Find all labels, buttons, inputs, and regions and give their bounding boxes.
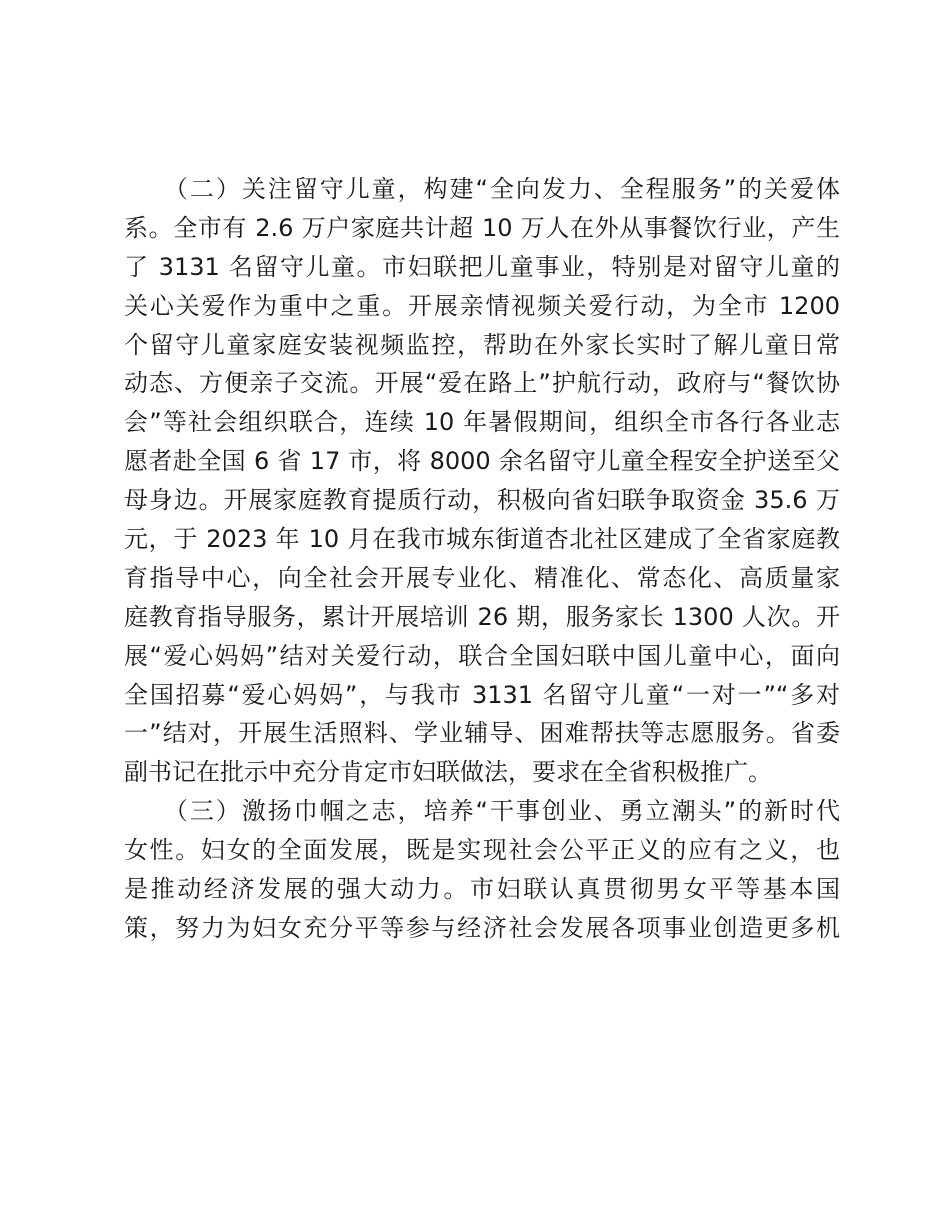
text-line: 元，于 2023 年 10 月在我市城东街道杏北社区建成了全省家庭教 xyxy=(124,525,840,554)
paragraph-women-development xyxy=(124,792,840,948)
text-line: 展“爱心妈妈”结对关爱行动，联合全国妇联中国儿童中心，面向 xyxy=(124,641,840,670)
text-line: 是推动经济发展的强大动力。市妇联认真贯彻男女平等基本国 xyxy=(124,875,840,904)
text-line: 育指导中心，向全社会开展专业化、精准化、常态化、高质量家 xyxy=(124,563,840,592)
text-line: 会”等社会组织联合，连续 10 年暑假期间，组织全市各行各业志 xyxy=(124,408,840,437)
paragraph-left-behind-children xyxy=(124,170,840,792)
text-line: 母身边。开展家庭教育提质行动，积极向省妇联争取资金 35.6 万 xyxy=(124,486,840,515)
text-line: 愿者赴全国 6 省 17 市，将 8000 余名留守儿童全程安全护送至父 xyxy=(124,447,840,476)
text-line: 全国招募“爱心妈妈”，与我市 3131 名留守儿童“一对一”“多对 xyxy=(124,680,840,709)
text-line: 动态、方便亲子交流。开展“爱在路上”护航行动，政府与“餐饮协 xyxy=(124,369,840,398)
text-line: 副书记在批示中充分肯定市妇联做法，要求在全省积极推广。 xyxy=(124,758,772,787)
body-text xyxy=(124,170,840,948)
text-line: 个留守儿童家庭安装视频监控，帮助在外家长实时了解儿童日常 xyxy=(124,330,840,359)
text-line: （二）关注留守儿童，构建“全向发力、全程服务”的关爱体 xyxy=(124,175,840,203)
text-line: 女性。妇女的全面发展，既是实现社会公平正义的应有之义，也 xyxy=(124,836,840,865)
text-line: 关心关爱作为重中之重。开展亲情视频关爱行动，为全市 1200 xyxy=(124,291,840,320)
text-line: 庭教育指导服务，累计开展培训 26 期，服务家长 1300 人次。开 xyxy=(124,602,840,631)
text-line: 策，努力为妇女充分平等参与经济社会发展各项事业创造更多机 xyxy=(124,913,840,942)
text-line: 一”结对，开展生活照料、学业辅导、困难帮扶等志愿服务。省委 xyxy=(124,719,840,748)
text-line: 了 3131 名留守儿童。市妇联把儿童事业，特别是对留守儿童的 xyxy=(124,252,840,281)
text-line: 系。全市有 2.6 万户家庭共计超 10 万人在外从事餐饮行业，产生 xyxy=(124,213,840,242)
text-line: （三）激扬巾帼之志，培养“干事创业、勇立潮头”的新时代 xyxy=(124,797,840,826)
